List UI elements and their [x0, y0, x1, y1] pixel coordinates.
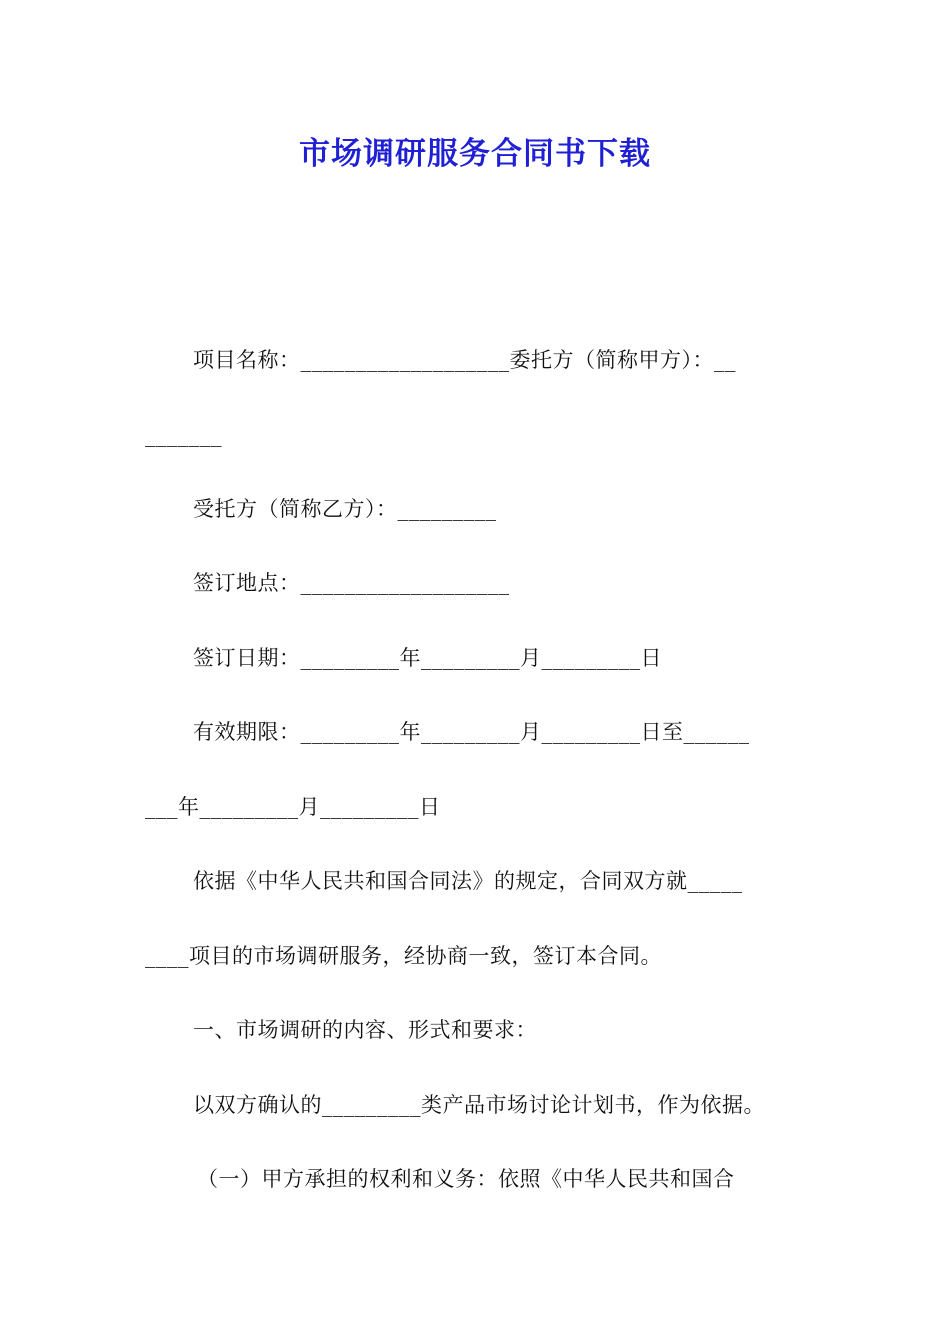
line-basis-cont: ____项目的市场调研服务，经协商一致，签订本合同。	[145, 944, 662, 968]
line-basis: 依据《中华人民共和国合同法》的规定，合同双方就_____	[193, 869, 743, 893]
line-sign-place: 签订地点：___________________	[193, 571, 510, 595]
subsection-party-a: （一）甲方承担的权利和义务：依照《中华人民共和国合	[197, 1167, 735, 1191]
document-title: 市场调研服务合同书下载	[299, 136, 651, 172]
line-project-name: 项目名称：___________________委托方（简称甲方）：__	[193, 348, 736, 372]
section-heading-1: 一、市场调研的内容、形式和要求：	[193, 1018, 537, 1042]
line-project-name-cont: _______	[145, 423, 222, 447]
line-trustee: 受托方（简称乙方）：_________	[193, 497, 497, 521]
line-validity: 有效期限：_________年_________月_________日至______	[193, 720, 750, 744]
line-plan-basis: 以双方确认的_________类产品市场讨论计划书，作为依据。	[193, 1093, 765, 1117]
line-validity-cont: ___年_________月_________日	[145, 795, 441, 819]
line-sign-date: 签订日期：_________年_________月_________日	[193, 646, 662, 670]
